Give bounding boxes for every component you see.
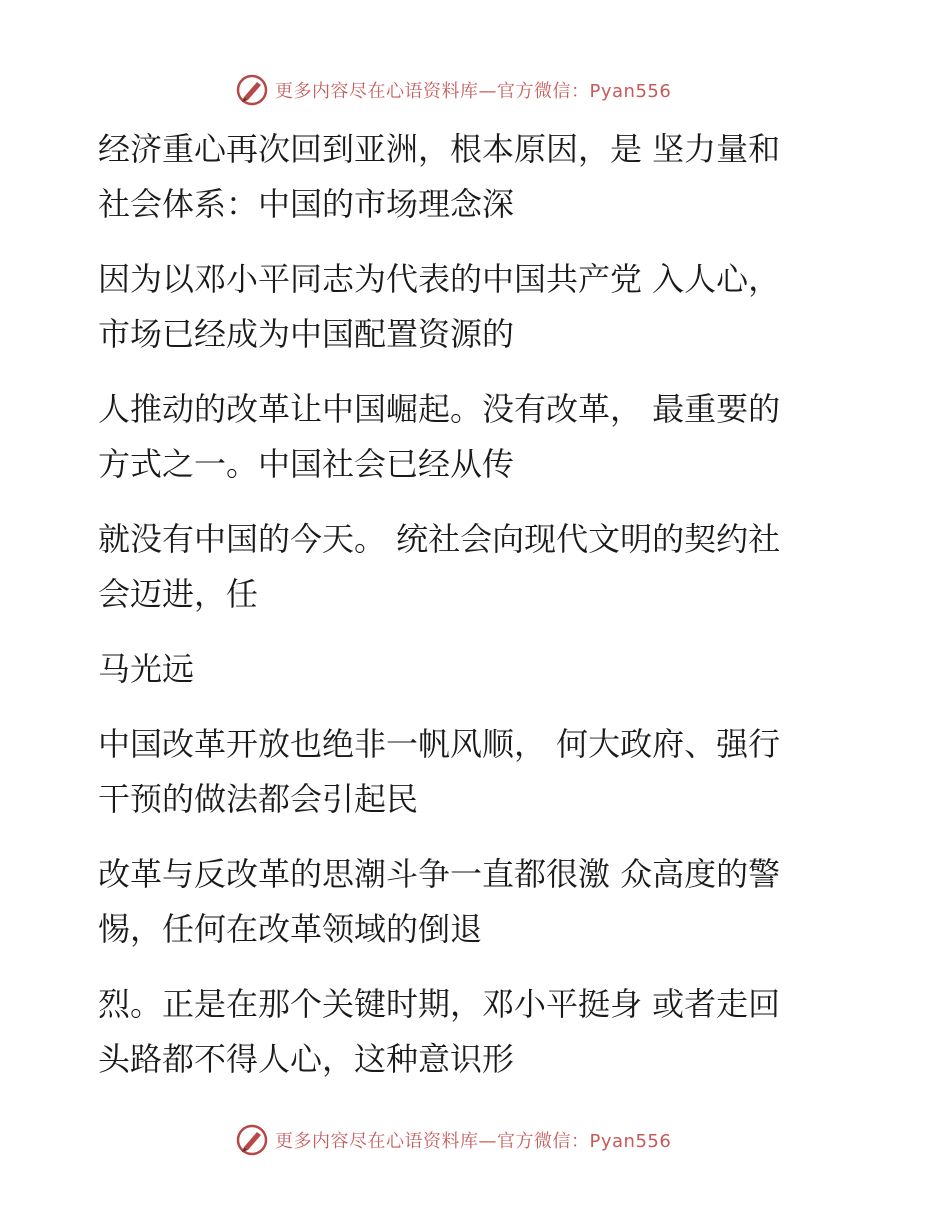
- paragraph-line: 会迈进，任: [98, 575, 259, 613]
- paragraph-line: 就没有中国的今天。 统社会向现代文明的契约社: [98, 520, 781, 558]
- paragraph-line: 经济重心再次回到亚洲，根本原因，是 坚力量和: [98, 130, 781, 168]
- logo-icon: [235, 1123, 269, 1157]
- paragraph-line: 改革与反改革的思潮斗争一直都很激 众高度的警: [98, 855, 781, 893]
- header-banner-text: 更多内容尽在心语资料库—官方微信：Pyan556: [275, 81, 672, 102]
- paragraph-line: 方式之一。中国社会已经从传: [98, 445, 515, 483]
- paragraph-3: [98, 382, 858, 492]
- header-banner: [235, 72, 755, 108]
- paragraph-2: [98, 252, 858, 362]
- paragraph-line: 社会体系：中国的市场理念深: [98, 185, 515, 223]
- paragraph-line: 因为以邓小平同志为代表的中国共产党 入人心，: [98, 260, 781, 298]
- document-body: [98, 122, 858, 1107]
- paragraph-line: 头路都不得人心，这种意识形: [98, 1040, 515, 1078]
- paragraph-line: 惕，任何在改革领域的倒退: [98, 910, 483, 948]
- footer-banner: [235, 1122, 755, 1158]
- paragraph-8: [98, 977, 858, 1087]
- footer-banner-text: 更多内容尽在心语资料库—官方微信：Pyan556: [275, 1131, 672, 1152]
- paragraph-6: [98, 717, 858, 827]
- paragraph-7: [98, 847, 858, 957]
- paragraph-line: 市场已经成为中国配置资源的: [98, 315, 515, 353]
- logo-icon: [235, 73, 269, 107]
- paragraph-line: 人推动的改革让中国崛起。没有改革， 最重要的: [98, 390, 781, 428]
- paragraph-line: 烈。正是在那个关键时期，邓小平挺身 或者走回: [98, 985, 781, 1023]
- paragraph-5: [98, 642, 858, 697]
- paragraph-line: 中国改革开放也绝非一帆风顺， 何大政府、强行: [98, 725, 781, 763]
- paragraph-line: 马光远: [98, 650, 195, 688]
- paragraph-4: [98, 512, 858, 622]
- paragraph-1: [98, 122, 858, 232]
- paragraph-line: 干预的做法都会引起民: [98, 780, 419, 818]
